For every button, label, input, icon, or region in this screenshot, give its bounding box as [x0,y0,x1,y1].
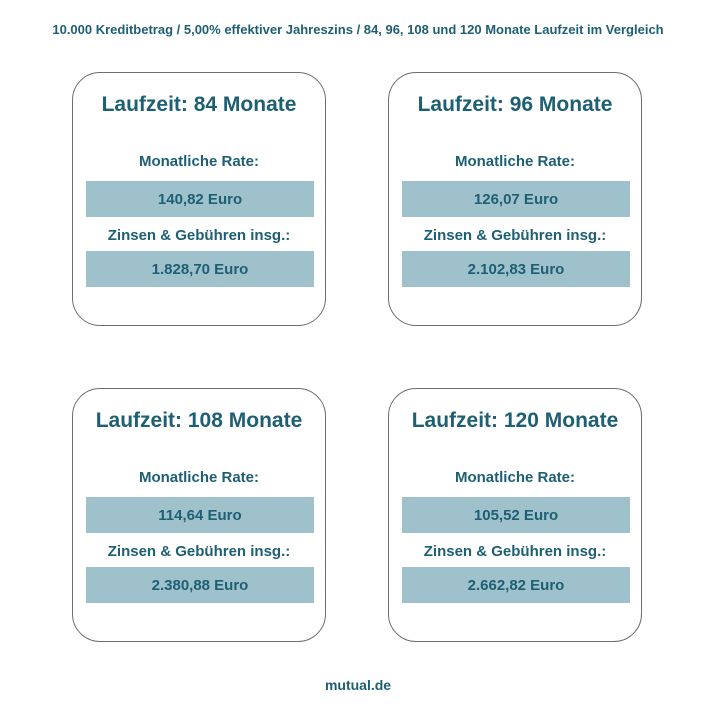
card-108-months [72,388,326,642]
card-title: Laufzeit: 120 Monate [411,409,619,432]
monthly-rate-value: 105,52 Euro [402,497,630,533]
fees-value: 2.102,83 Euro [402,251,630,287]
monthly-rate-label: Monatliche Rate: [454,469,575,486]
card-120-months [388,388,642,642]
monthly-rate-value: 126,07 Euro [402,181,630,217]
monthly-rate-value: 114,64 Euro [86,497,314,533]
fees-label: Zinsen & Gebühren insg.: [107,227,291,244]
card-title: Laufzeit: 84 Monate [101,93,297,116]
page-header: 10.000 Kreditbetrag / 5,00% effektiver Jahreszins / 84, 96, 108 und 120 Monate Laufzeit im Vergleich [52,22,664,37]
fees-label: Zinsen & Gebühren insg.: [107,543,291,560]
fees-value: 1.828,70 Euro [86,251,314,287]
fees-label: Zinsen & Gebühren insg.: [423,227,607,244]
monthly-rate-label: Monatliche Rate: [138,153,259,170]
footer-brand: mutual.de [324,677,392,693]
fees-label: Zinsen & Gebühren insg.: [423,543,607,560]
card-title: Laufzeit: 108 Monate [95,409,303,432]
monthly-rate-value: 140,82 Euro [86,181,314,217]
card-title: Laufzeit: 96 Monate [417,93,613,116]
monthly-rate-label: Monatliche Rate: [454,153,575,170]
card-96-months [388,72,642,326]
monthly-rate-label: Monatliche Rate: [138,469,259,486]
fees-value: 2.380,88 Euro [86,567,314,603]
fees-value: 2.662,82 Euro [402,567,630,603]
card-84-months [72,72,326,326]
